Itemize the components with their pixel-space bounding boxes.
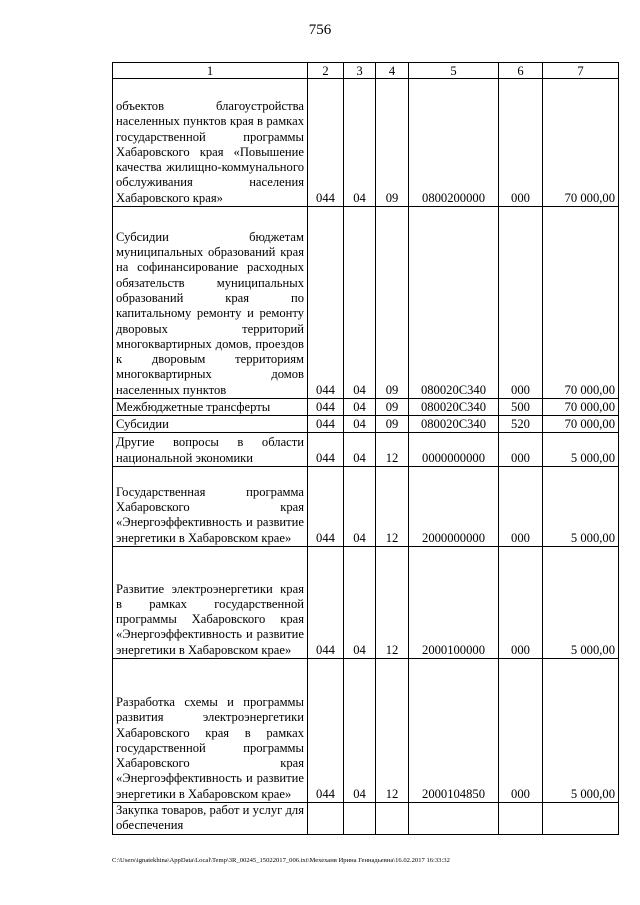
row-name: Развитие электроэнергетики края в рамках государственной программы Хабаровского края «Энергоэффективность и развитие энергетики в Хабаровском крае» <box>113 547 308 659</box>
row-sum: 70 000,00 <box>543 79 619 207</box>
row-csr: 080020С340 <box>409 399 499 416</box>
row-vr: 520 <box>499 416 543 433</box>
table-row <box>113 79 619 207</box>
header-cell: 5 <box>409 63 499 79</box>
row-name: Другие вопросы в области национальной экономики <box>113 433 308 467</box>
row-vr: 000 <box>499 659 543 803</box>
row-rz: 04 <box>344 659 376 803</box>
row-name: Субсидии <box>113 416 308 433</box>
row-ved: 044 <box>308 659 344 803</box>
row-pr: 09 <box>376 416 409 433</box>
row-vr: 000 <box>499 467 543 547</box>
file-path-footer: C:\Users\ignatekhina\AppData\Local\Temp\3R_00245_15022017_006.txt\Мехеханв Ирина Геннадьевна\16.02.2017 16:33:32 <box>112 857 450 864</box>
row-csr: 0000000000 <box>409 433 499 467</box>
row-sum: 70 000,00 <box>543 416 619 433</box>
header-cell: 7 <box>543 63 619 79</box>
header-cell: 4 <box>376 63 409 79</box>
row-pr: 12 <box>376 467 409 547</box>
row-rz: 04 <box>344 433 376 467</box>
row-name: Субсидии бюджетам муниципальных образований края на софинансирование расходных обязательств муниципальных образований края по капитальному ремонту и ремонту дворовых территорий многоквартирных домов, проездов к дворовым территориям многоквартирных домов населенных пунктов <box>113 207 308 399</box>
row-name: Государственная программа Хабаровского края «Энергоэффективность и развитие энергетики в Хабаровском крае» <box>113 467 308 547</box>
row-sum: 5 000,00 <box>543 433 619 467</box>
row-csr <box>409 803 499 835</box>
row-ved: 044 <box>308 467 344 547</box>
row-vr: 000 <box>499 207 543 399</box>
header-cell: 3 <box>344 63 376 79</box>
table-row <box>113 659 619 803</box>
row-rz: 04 <box>344 547 376 659</box>
table-header-row <box>113 63 619 79</box>
row-pr: 09 <box>376 399 409 416</box>
budget-table <box>112 62 619 835</box>
row-vr: 000 <box>499 547 543 659</box>
row-csr: 080020С340 <box>409 416 499 433</box>
row-sum: 70 000,00 <box>543 207 619 399</box>
row-vr: 500 <box>499 399 543 416</box>
table-row <box>113 803 619 835</box>
table-row <box>113 207 619 399</box>
table-row <box>113 467 619 547</box>
row-csr: 2000000000 <box>409 467 499 547</box>
row-ved: 044 <box>308 399 344 416</box>
row-rz <box>344 803 376 835</box>
row-sum <box>543 803 619 835</box>
page-number: 756 <box>308 22 332 38</box>
row-rz: 04 <box>344 79 376 207</box>
row-rz: 04 <box>344 467 376 547</box>
header-cell: 6 <box>499 63 543 79</box>
row-vr <box>499 803 543 835</box>
row-pr: 12 <box>376 433 409 467</box>
table-row <box>113 547 619 659</box>
header-cell: 2 <box>308 63 344 79</box>
row-rz: 04 <box>344 399 376 416</box>
row-pr: 09 <box>376 207 409 399</box>
row-name: Разработка схемы и программы развития электроэнергетики Хабаровского края в рамках государственной программы Хабаровского края «Энергоэффективность и развитие энергетики в Хабаровском крае» <box>113 659 308 803</box>
row-ved: 044 <box>308 433 344 467</box>
row-csr: 2000100000 <box>409 547 499 659</box>
row-vr: 000 <box>499 433 543 467</box>
row-ved: 044 <box>308 79 344 207</box>
row-ved: 044 <box>308 547 344 659</box>
row-pr: 09 <box>376 79 409 207</box>
row-rz: 04 <box>344 207 376 399</box>
row-sum: 5 000,00 <box>543 467 619 547</box>
row-csr: 0800200000 <box>409 79 499 207</box>
row-csr: 080020С340 <box>409 207 499 399</box>
row-pr: 12 <box>376 659 409 803</box>
table-row <box>113 399 619 416</box>
row-ved <box>308 803 344 835</box>
row-name: Закупка товаров, работ и услуг для обеспечения <box>113 803 308 835</box>
row-name: объектов благоустройства населенных пунктов края в рамках государственной программы Хабаровского края «Повышение качества жилищно-коммунального обслуживания населения Хабаровского края» <box>113 79 308 207</box>
header-cell: 1 <box>113 63 308 79</box>
row-vr: 000 <box>499 79 543 207</box>
row-sum: 70 000,00 <box>543 399 619 416</box>
row-sum: 5 000,00 <box>543 659 619 803</box>
row-ved: 044 <box>308 207 344 399</box>
row-name: Межбюджетные трансферты <box>113 399 308 416</box>
row-csr: 2000104850 <box>409 659 499 803</box>
row-pr: 12 <box>376 547 409 659</box>
row-rz: 04 <box>344 416 376 433</box>
table-row <box>113 416 619 433</box>
row-sum: 5 000,00 <box>543 547 619 659</box>
table-row <box>113 433 619 467</box>
row-ved: 044 <box>308 416 344 433</box>
row-pr <box>376 803 409 835</box>
